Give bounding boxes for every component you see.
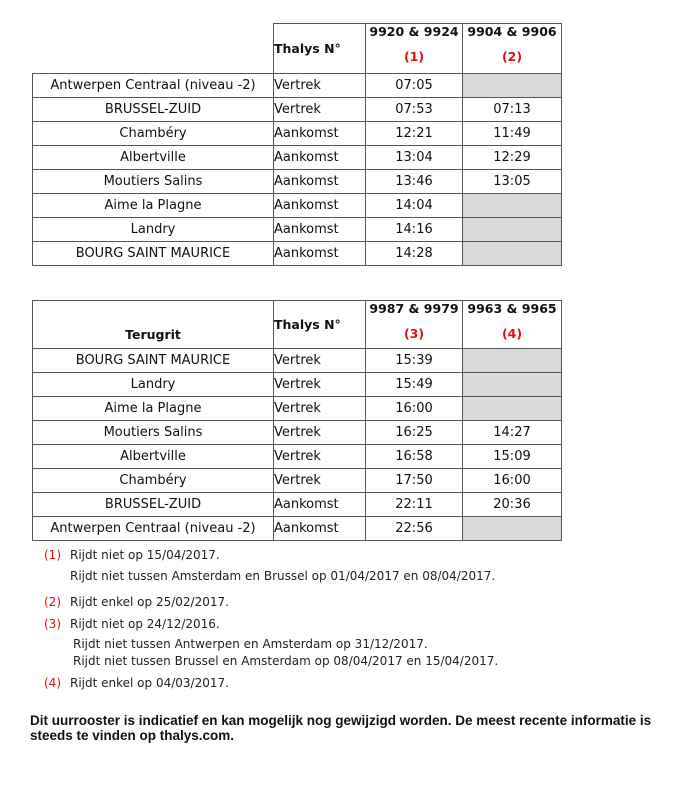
return-header-train2 — [463, 301, 562, 349]
station-cell: BRUSSEL-ZUID — [33, 493, 274, 517]
station-cell: Albertville — [33, 445, 274, 469]
station-cell: Chambéry — [33, 122, 274, 146]
time2-cell: 07:13 — [463, 98, 562, 122]
outbound-train1-note: (1) — [403, 49, 425, 64]
return-header-train1 — [366, 301, 463, 349]
return-rows — [33, 349, 562, 541]
time1-cell: 22:11 — [366, 493, 463, 517]
station-cell: BOURG SAINT MAURICE — [33, 242, 274, 266]
kind-cell: Aankomst — [274, 170, 366, 194]
station-cell: Antwerpen Centraal (niveau -2) — [33, 74, 274, 98]
table-row — [33, 170, 562, 194]
kind-cell: Aankomst — [274, 122, 366, 146]
kind-cell: Vertrek — [274, 349, 366, 373]
station-cell: Moutiers Salins — [33, 421, 274, 445]
kind-cell: Vertrek — [274, 74, 366, 98]
table-row — [33, 445, 562, 469]
station-cell: Landry — [33, 373, 274, 397]
table-row — [33, 122, 562, 146]
table-row — [33, 242, 562, 266]
station-cell: Albertville — [33, 146, 274, 170]
table-row — [33, 349, 562, 373]
station-cell: Aime la Plagne — [33, 397, 274, 421]
outbound-timetable — [32, 23, 562, 266]
table-row — [33, 421, 562, 445]
return-train2-number: 9963 & 9965 — [467, 301, 557, 316]
station-cell: BOURG SAINT MAURICE — [33, 349, 274, 373]
outbound-train2-note: (2) — [501, 49, 523, 64]
time1-cell: 07:05 — [366, 74, 463, 98]
time2-cell: 16:00 — [463, 469, 562, 493]
note-1 — [44, 548, 220, 562]
time1-cell: 14:28 — [366, 242, 463, 266]
station-cell: Aime la Plagne — [33, 194, 274, 218]
table-row — [33, 517, 562, 541]
station-cell: BRUSSEL-ZUID — [33, 98, 274, 122]
return-train1-note: (3) — [403, 326, 425, 341]
return-header-title-cell — [33, 301, 274, 349]
time2-cell: 15:09 — [463, 445, 562, 469]
note-number: (3) — [44, 617, 61, 631]
time2-cell — [463, 218, 562, 242]
table-row — [33, 146, 562, 170]
disclaimer-footer: Dit uurrooster is indicatief en kan mogelijk nog gewijzigd worden. De meest recente informatie is steeds te vinden op thalys.com. — [30, 713, 652, 743]
kind-cell: Vertrek — [274, 98, 366, 122]
table-row — [33, 493, 562, 517]
outbound-header-train2 — [463, 24, 562, 74]
time2-cell — [463, 242, 562, 266]
outbound-train1-number: 9920 & 9924 — [369, 24, 459, 39]
time1-cell: 15:39 — [366, 349, 463, 373]
outbound-header-empty — [33, 24, 274, 74]
station-cell: Moutiers Salins — [33, 170, 274, 194]
time2-cell: 11:49 — [463, 122, 562, 146]
time2-cell — [463, 194, 562, 218]
time2-cell: 13:05 — [463, 170, 562, 194]
note-text: Rijdt niet op 15/04/2017. — [70, 548, 220, 562]
time1-cell: 13:04 — [366, 146, 463, 170]
outbound-header-row — [33, 24, 562, 74]
time2-cell: 12:29 — [463, 146, 562, 170]
return-title: Terugrit — [125, 327, 181, 342]
kind-cell: Aankomst — [274, 218, 366, 242]
kind-cell: Aankomst — [274, 517, 366, 541]
note-3-line-2: Rijdt niet tussen Antwerpen en Amsterdam op 31/12/2017. — [73, 637, 428, 651]
kind-cell: Aankomst — [274, 493, 366, 517]
outbound-header-label-cell — [274, 24, 366, 74]
note-4 — [44, 676, 229, 690]
kind-cell: Aankomst — [274, 242, 366, 266]
note-3 — [44, 617, 220, 631]
time2-cell — [463, 517, 562, 541]
kind-cell: Vertrek — [274, 373, 366, 397]
station-cell: Chambéry — [33, 469, 274, 493]
time1-cell: 14:04 — [366, 194, 463, 218]
table-row — [33, 218, 562, 242]
return-header-label-cell — [274, 301, 366, 349]
time2-cell: 20:36 — [463, 493, 562, 517]
table-row — [33, 373, 562, 397]
kind-cell: Vertrek — [274, 421, 366, 445]
time1-cell: 16:58 — [366, 445, 463, 469]
time2-cell — [463, 74, 562, 98]
note-number: (4) — [44, 676, 61, 690]
note-text: Rijdt niet op 24/12/2016. — [70, 617, 220, 631]
time1-cell: 17:50 — [366, 469, 463, 493]
note-text: Rijdt enkel op 04/03/2017. — [70, 676, 229, 690]
note-2 — [44, 595, 229, 609]
time1-cell: 13:46 — [366, 170, 463, 194]
note-number: (2) — [44, 595, 61, 609]
time2-cell — [463, 373, 562, 397]
table-row — [33, 194, 562, 218]
note-3-line-3: Rijdt niet tussen Brussel en Amsterdam op 08/04/2017 en 15/04/2017. — [73, 654, 499, 668]
time2-cell — [463, 397, 562, 421]
kind-cell: Vertrek — [274, 469, 366, 493]
time1-cell: 15:49 — [366, 373, 463, 397]
time1-cell: 16:00 — [366, 397, 463, 421]
time2-cell — [463, 349, 562, 373]
time1-cell: 12:21 — [366, 122, 463, 146]
return-header-label: Thalys N° — [274, 316, 341, 332]
kind-cell: Aankomst — [274, 146, 366, 170]
return-train1-number: 9987 & 9979 — [369, 301, 459, 316]
kind-cell: Aankomst — [274, 194, 366, 218]
kind-cell: Vertrek — [274, 445, 366, 469]
return-header-row — [33, 301, 562, 349]
table-row — [33, 74, 562, 98]
return-timetable — [32, 300, 562, 541]
time1-cell: 16:25 — [366, 421, 463, 445]
station-cell: Landry — [33, 218, 274, 242]
note-1-line-2: Rijdt niet tussen Amsterdam en Brussel op 01/04/2017 en 08/04/2017. — [70, 569, 496, 583]
time1-cell: 07:53 — [366, 98, 463, 122]
time1-cell: 22:56 — [366, 517, 463, 541]
kind-cell: Vertrek — [274, 397, 366, 421]
table-row — [33, 397, 562, 421]
outbound-rows — [33, 74, 562, 266]
outbound-header-label: Thalys N° — [274, 40, 341, 56]
note-number: (1) — [44, 548, 61, 562]
outbound-train2-number: 9904 & 9906 — [467, 24, 557, 39]
station-cell: Antwerpen Centraal (niveau -2) — [33, 517, 274, 541]
return-train2-note: (4) — [501, 326, 523, 341]
time2-cell: 14:27 — [463, 421, 562, 445]
note-text: Rijdt enkel op 25/02/2017. — [70, 595, 229, 609]
time1-cell: 14:16 — [366, 218, 463, 242]
table-row — [33, 98, 562, 122]
table-row — [33, 469, 562, 493]
outbound-header-train1 — [366, 24, 463, 74]
